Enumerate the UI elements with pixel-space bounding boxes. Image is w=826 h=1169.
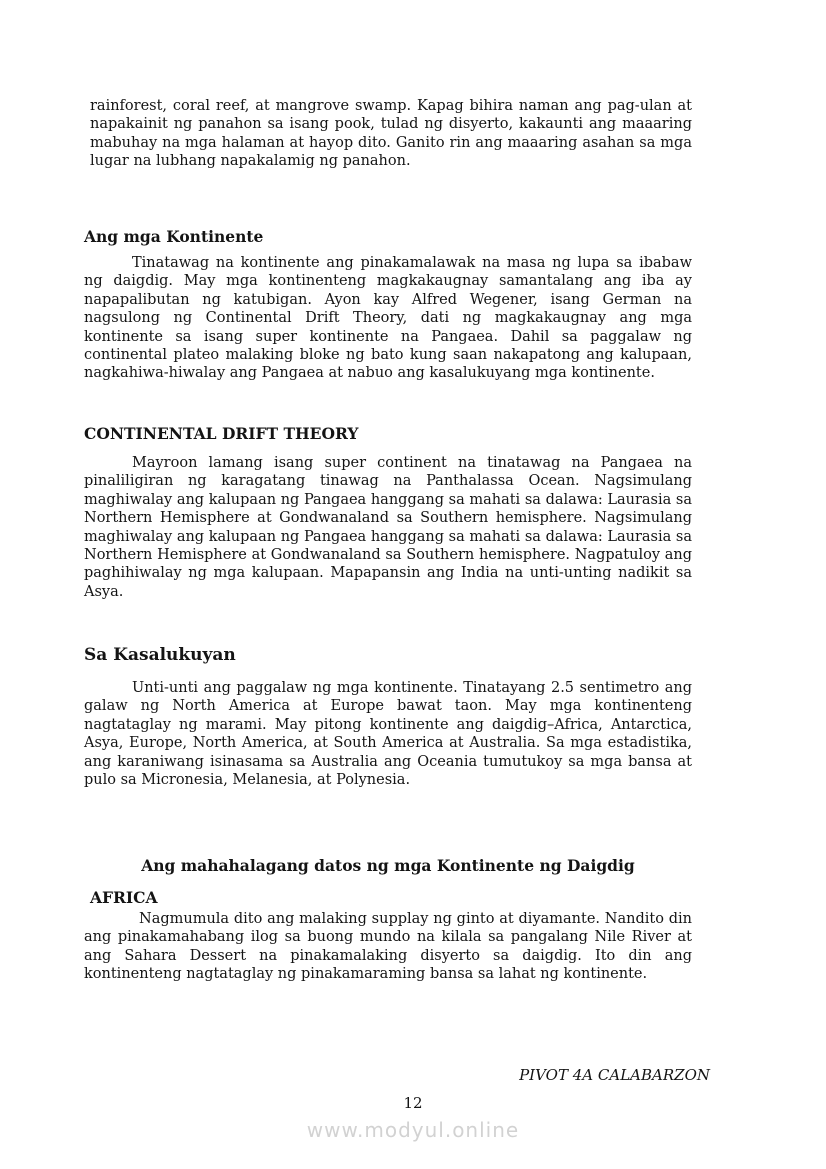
watermark-site-url: www.modyul.online (306, 1118, 520, 1142)
section-heading-africa: AFRICA (90, 888, 158, 907)
paragraph-continental-drift-theory: Mayroon lamang isang super continent na tinatawag na Pangaea na pinaliligiran ng karagatang tinawag na Panthalassa Ocean. Nagsimulang maghiwalay ang kalupaan ng Pangaea hanggang sa mahati sa dalawa: Laurasia sa Northern Hemisphere at Gondwanaland sa Southern hemisphere. Nagsimulang maghiwalay ang kalupaan ng Pangaea hanggang sa mahati sa dalawa: Laurasia sa Northern Hemisphere at Gondwanaland sa Southern hemisphere. Nagpatuloy ang paghihiwalay ng mga kalupaan. Mapapansin ang India na unti-unting nadikit sa Asya. (84, 455, 692, 600)
paragraph-ang-mga-kontinente: Tinatawag na kontinente ang pinakamalawak na masa ng lupa sa ibabaw ng daigdig. May mga kontinenteng magkakaugnay samantalang ang iba ay napapalibutan ng katubigan. Ayon kay Alfred Wegener, isang German na nagsulong ng Continental Drift Theory, dati ng magkakaugnay ang mga kontinente sa isang super kontinente na Pangaea. Dahil sa paggalaw ng continental plateo malaking bloke ng bato kung saan nakapatong ang kalupaan, nagkahiwa-hiwalay ang Pangaea at nabuo ang kasalukuyang mga kontinente. (84, 255, 692, 382)
section-heading-mahahalagang-datos: Ang mahahalagang datos ng mga Kontinente ng Daigdig (141, 856, 635, 875)
section-heading-continental-drift-theory: CONTINENTAL DRIFT THEORY (84, 424, 359, 443)
footer-module-label: PIVOT 4A CALABARZON (519, 1066, 710, 1084)
paragraph-africa: Nagmumula dito ang malaking supplay ng ginto at diyamante. Nandito din ang pinakamahabang ilog sa buong mundo na kilala sa pangalang Nile River at ang Sahara Dessert na pinakamalaking disyerto sa daigdig. Ito din ang kontinenteng nagtataglay ng pinakamaraming bansa sa lahat ng kontinente. (84, 911, 692, 983)
section-heading-ang-mga-kontinente: Ang mga Kontinente (84, 227, 264, 246)
section-heading-sa-kasalukuyan: Sa Kasalukuyan (84, 645, 236, 665)
paragraph-sa-kasalukuyan: Unti-unti ang paggalaw ng mga kontinente. Tinatayang 2.5 sentimetro ang galaw ng North America at Europe bawat taon. May mga kontinenteng nagtataglay ng marami. May pitong kontinente ang daigdig–Africa, Antarctica, Asya, Europe, North America, at South America at Australia. Sa mga estadistika, ang karaniwang isinasama sa Australia ang Oceania tumutukoy sa mga bansa at pulo sa Micronesia, Melanesia, at Polynesia. (84, 680, 692, 789)
paragraph-climate-intro: rainforest, coral reef, at mangrove swamp. Kapag bihira naman ang pag-ulan at napakainit ng panahon sa isang pook, tulad ng disyerto, kakaunti ang maaaring mabuhay na mga halaman at hayop dito. Ganito rin ang maaaring asahan sa mga lugar na lubhang napakalamig ng panahon. (90, 98, 692, 170)
page-number: 12 (403, 1094, 423, 1112)
